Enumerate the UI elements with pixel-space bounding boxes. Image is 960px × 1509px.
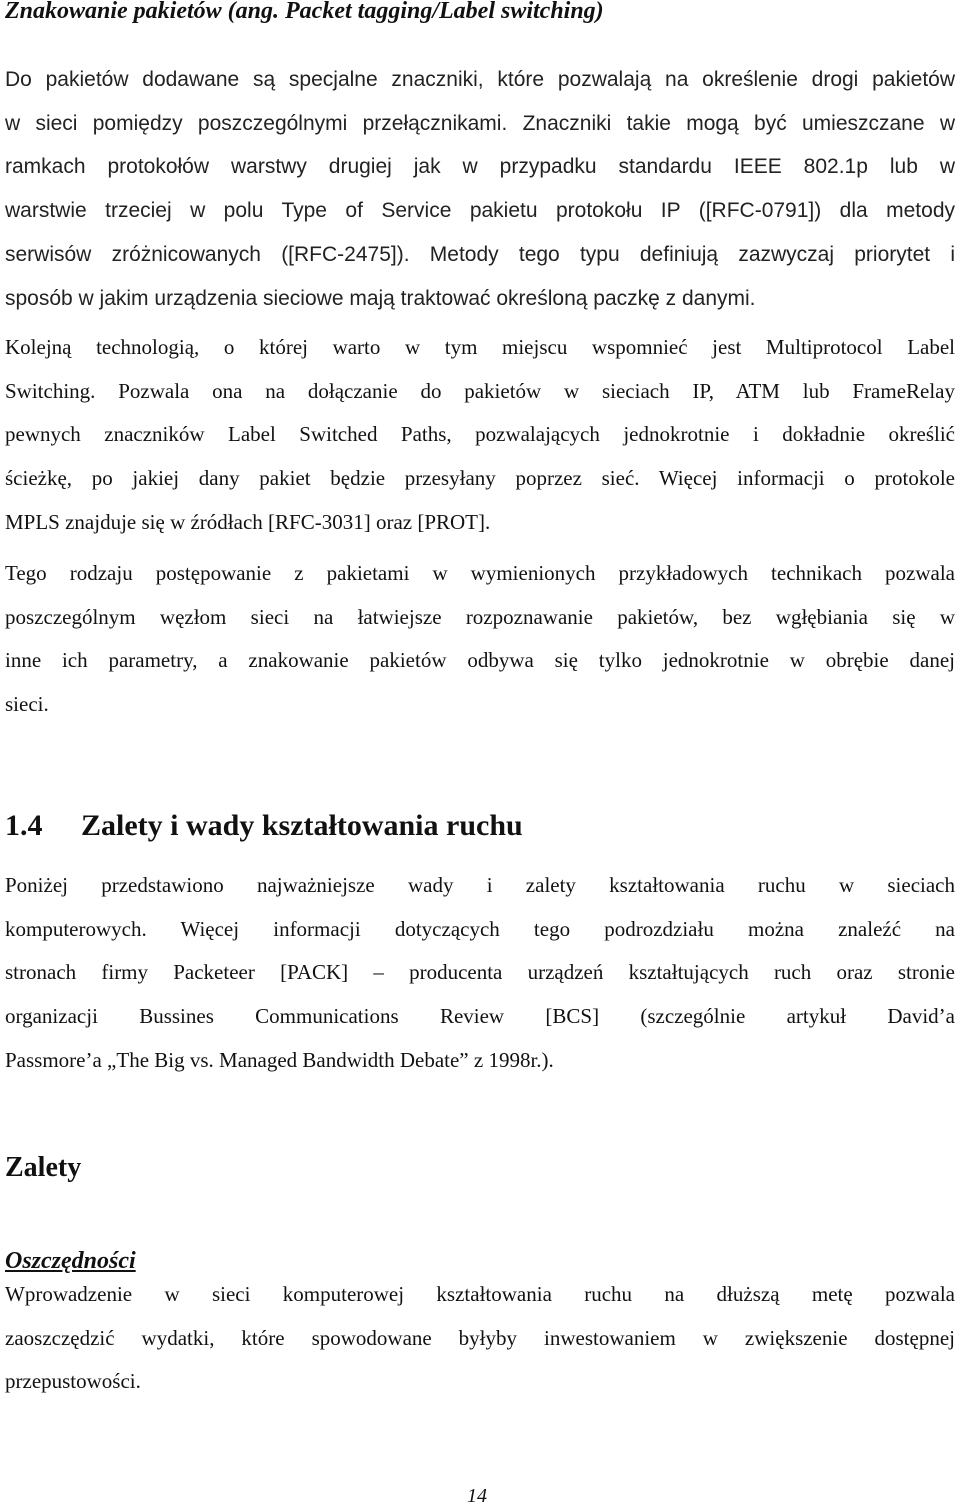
- text-line: warstwie trzeciej w polu Type of Service pakietu protokołu IP ([RFC-0791]) dla metody: [5, 199, 955, 223]
- page-number: 14: [467, 1485, 487, 1507]
- text-line: przepustowości.: [5, 1369, 141, 1394]
- text-line: MPLS znajduje się w źródłach [RFC-3031] oraz [PROT].: [5, 509, 491, 534]
- section-number: 1.4: [5, 808, 43, 842]
- text-line: Kolejną technologią, o której warto w tym miejscu wspomnieć jest Multiprotocol Label: [5, 335, 955, 359]
- text-line: Do pakietów dodawane są specjalne znaczniki, które pozwalają na określenie drogi pakietów: [5, 68, 955, 91]
- text-line: sposób w jakim urządzenia sieciowe mają traktować określoną paczkę z danymi.: [5, 286, 756, 310]
- text-line: poszczególnym węzłom sieci na łatwiejsze rozpoznawanie pakietów, bez wgłębiania się w: [5, 604, 955, 629]
- text-line: w sieci pomiędzy poszczególnymi przełącznikami. Znaczniki takie mogą być umieszczane w: [5, 111, 955, 135]
- text-line: pewnych znaczników Label Switched Paths, pozwalających jednokrotnie i dokładnie określić: [5, 422, 955, 447]
- text-line: Tego rodzaju postępowanie z pakietami w wymienionych przykładowych technikach pozwala: [5, 561, 955, 585]
- text-line: Passmore’a „The Big vs. Managed Bandwidth Debate” z 1998r.).: [5, 1047, 554, 1072]
- paragraph-intro: [5, 864, 955, 1083]
- section-heading-packet-tagging: Znakowanie pakietów (ang. Packet tagging/Label switching): [5, 0, 604, 24]
- paragraph-packet-tagging: [5, 58, 955, 320]
- text-line: serwisów zróżnicowanych ([RFC-2475]). Metody tego typu definiują zazwyczaj priorytet i: [5, 242, 955, 266]
- text-line: Poniżej przedstawiono najważniejsze wady i zalety kształtowania ruchu w sieciach: [5, 873, 955, 897]
- text-line: organizacji Bussines Communications Review [BCS] (szczególnie artykuł David’a: [5, 1004, 955, 1029]
- text-line: inne ich parametry, a znakowanie pakietów odbywa się tylko jednokrotnie w obrębie danej: [5, 648, 955, 673]
- paragraph-mpls: [5, 326, 955, 545]
- text-line: sieci.: [5, 692, 49, 717]
- paragraph-savings: [5, 1273, 955, 1404]
- text-line: stronach firmy Packeteer [PACK] – producenta urządzeń kształtujących ruch oraz stronie: [5, 960, 955, 985]
- text-line: komputerowych. Więcej informacji dotyczących tego podrozdziału można znaleźć na: [5, 916, 955, 941]
- paragraph-packet-handling: [5, 552, 955, 727]
- text-line: ramkach protokołów warstwy drugiej jak w przypadku standardu IEEE 802.1p lub w: [5, 155, 955, 179]
- subheading-oszczednosci: Oszczędności: [5, 1247, 136, 1274]
- text-line: ścieżkę, po jakiej dany pakiet będzie przesyłany poprzez sieć. Więcej informacji o protokole: [5, 466, 955, 491]
- section-title: Zalety i wady kształtowania ruchu: [81, 808, 523, 842]
- subheading-zalety: Zalety: [5, 1152, 82, 1183]
- text-line: Wprowadzenie w sieci komputerowej kształtowania ruchu na dłuższą metę pozwala: [5, 1282, 955, 1306]
- text-line: zaoszczędzić wydatki, które spowodowane byłyby inwestowaniem w zwiększenie dostępnej: [5, 1325, 955, 1350]
- text-line: Switching. Pozwala ona na dołączanie do pakietów w sieciach IP, ATM lub FrameRelay: [5, 378, 955, 403]
